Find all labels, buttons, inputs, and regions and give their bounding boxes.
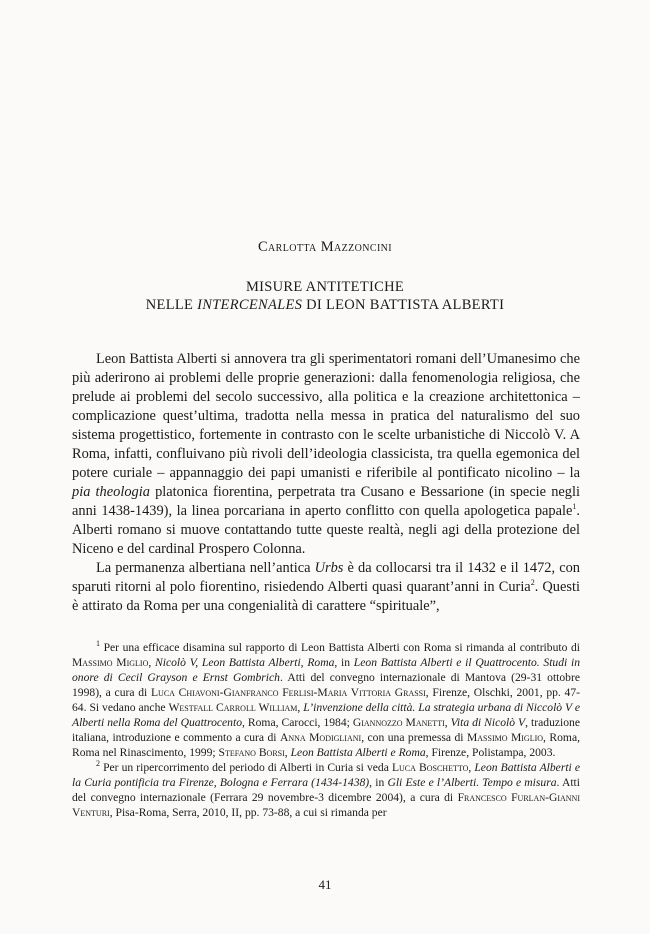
footnote-1: $^1$ Per una efficace disamina sul rapporto di Leon Battista Alberti con Roma si rimanda al contributo di Massimo Miglio, Nicolò V, Leon Battista Alberti, Roma, in Leon Battista Alberti e il Quattrocento. Studi in onore di Cecil Grayson e Ernst Gombrich. Atti del convegno internazionale di Mantova (29-31 ottobre 1998), a cura di Luca Chiavoni-Gianfranco Ferlisi-Maria Vittoria Grassi, Firenze, Olschki, 2001, pp. 47-64. Si vedano anche Westfall Carroll William, L’invenzione della città. La strategia urbana di Niccolò V e Alberti nella Roma del Quattrocento, Roma, Carocci, 1984; Giannozzo Manetti, Vita di Nicolò V, traduzione italiana, introduzione e commento a cura di Anna Modigliani, con una premessa di Massimo Miglio, Roma, Roma nel Rinascimento, 1999; Stefano Borsi, Leon Battista Alberti e Roma, Firenze, Polistampa, 2003. bbox=[72, 639, 581, 759]
title-italic-term: INTERCENALES bbox=[197, 297, 303, 313]
page-number: 41 bbox=[318, 877, 332, 892]
paragraph-2: La permanenza albertiana nell’antica Urbs è da collocarsi tra il 1432 e il 1472, con sparuti ritorni al polo fiorentino, risiedendo Alberti quasi quarant’anni in Curia$^2$. Questi è attirato da Roma per una congenialità di carattere “spirituale”, bbox=[72, 560, 580, 614]
footnote-2: $^2$ Per un ripercorrimento del periodo di Alberti in Curia si veda Luca Boschetto, Leon Battista Alberti e la Curia pontificia tra Firenze, Bologna e Ferrara (1434-1438), in Gli Este e l’Alberti. Tempo e misura. Atti del convegno internazionale (Ferrara 29 novembre-3 dicembre 2004), a cura di Francesco Furlan-Gianni Venturi, Pisa-Roma, Serra, 2010, II, pp. 73-88, a cui si rimanda per bbox=[72, 759, 580, 819]
paragraph-1: Leon Battista Alberti si annovera tra gli sperimentatori romani dell’Umanesimo che più aderirono ai problemi delle proprie generazioni: dalla fenomenologia religiosa, che prelude ai problemi del secolo successivo, alla politica e la creazione architettonica – complicazione quest’ultima, tradotta nella messa in pratica del naturalismo del suo sistema progettistico, fortemente in contrasto con le scelte urbanistiche di Niccolò V. A Roma, infatti, confluivano più rivoli dell’ideologia classicista, tra quella egemonica del potere curiale – appannaggio dei papi umanisti e riferibile al pontificato nicolino – la pia theologia platonica fiorentina, perpetrata tra Cusano e Bessarione (in specie negli anni 1438-1439), la linea porcariana in aperto conflitto con quella apologetica papale$^1$. Alberti romano si muove contattando tutte queste realtà, negli agi della protezione del Niceno e del cardinal Prospero Colonna. bbox=[72, 351, 580, 557]
author-name: Carlotta Mazzoncini bbox=[257, 239, 393, 255]
footnotes bbox=[72, 640, 580, 820]
footnote-ref-1: 1 bbox=[572, 502, 577, 512]
title-line-2: NELLE INTERCENALES DI LEON BATTISTA ALBERTI bbox=[145, 297, 505, 313]
footnote-ref-2: 2 bbox=[530, 578, 535, 588]
title-line-1: MISURE ANTITETICHE bbox=[245, 279, 405, 295]
article-title bbox=[0, 278, 650, 314]
body-text bbox=[72, 350, 580, 616]
